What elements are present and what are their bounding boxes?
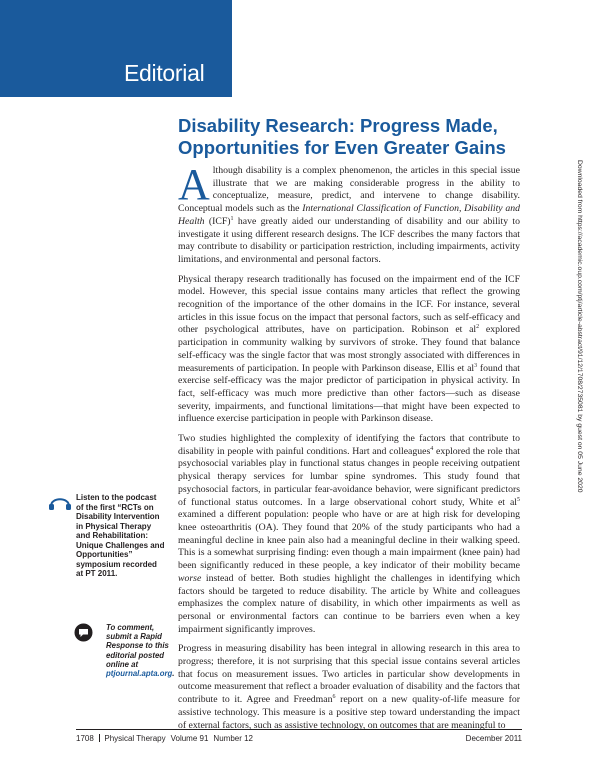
issue-number: Number 12 — [213, 734, 253, 743]
comment-note: To comment, submit a Rapid Response to this editorial posted online at ptjournal.apta.org. — [106, 623, 175, 679]
paragraph-1: Although disability is a complex phenomenon, the articles in this special issue illustrate that we are making considerable progress in the ability to conceptualize, measure, predict, and intervene to change disability. Conceptual models such as the International Classification of Function, Disability and Health (ICF)$^1$ have greatly aided our understanding of disability and our ability to investigate it using different research designs. The ICF describes the many factors that may contribute to disability or participation restriction, including impairments, activity limitations, and environmental and personal factors. — [178, 160, 520, 265]
paragraph-3: Two studies highlighted the complexity of identifying the factors that contribute to disability in people with painful conditions. Hart and colleagues$^4$ explored the role that psychosocial variables play in functional status changes in people receiving outpatient physical therapy services for lumbar spine syndromes. This study found that psychosocial factors, in particular fear-avoidance behavior, were significant predictors of functional status outcomes. In a large observational cohort study, White et $al^5$ examined a different population: people who have or are at high risk for developing knee osteoarthritis (OA). They found that 20% of the study participants who had a meaningful decline in knee pain also had a meaningful decline in their walking speed. This is a somewhat surprising finding: even though a main impairment (knee pain) had been significantly reduced in these people, a key indicator of their mobility became worse instead of better. Both studies highlight the challenges in identifying which factors should be targeted to reduce disability. The article by White and colleagues emphasizes the complex nature of disability, in which other impairments as well as personal or environmental factors can continue to be barriers even when a key impairment significantly improves. — [178, 433, 520, 635]
issue-date: December 2011 — [465, 734, 522, 743]
article-title — [178, 115, 518, 159]
reference-2[interactable]: 2 — [476, 324, 480, 331]
podcast-note[interactable] — [76, 493, 166, 579]
download-note: Downloaded from https://academic.oup.com/ptj/article-abstract/91/12/1708/2735081 by guest on 05 June 2020 — [576, 160, 583, 493]
reference-3[interactable]: 3 — [474, 362, 478, 369]
volume: Volume 91 — [170, 734, 209, 743]
section-label: Editorial — [124, 60, 205, 86]
page-footer — [76, 729, 522, 743]
editorial-banner — [0, 0, 232, 97]
paragraph-4: Progress in measuring disability has been integral in allowing research in this area to progress; therefore, it is not surprising that this special issue contains several articles that focus on measurement issues. Two articles in particular show developments in outcome measurement that reflect a broader evaluation of disability and the factors that contribute to it. Agree and Freedman$^6$ report on a new quality-of-life measure for assistive technology. This measure is a positive step toward understanding the impact of external factors, such as assistive technology, on outcomes that are meaningful to — [178, 643, 521, 731]
emphasis-worse: worse — [178, 572, 202, 584]
page-number: 1708 — [76, 734, 94, 743]
footer-divider — [99, 734, 100, 742]
download-watermark — [578, 160, 588, 615]
title-line-1: Disability Research: Progress Made, — [178, 115, 498, 136]
podcast-text: Listen to the podcast of the first “RCTs on Disability Intervention in Physical Therapy and Rehabilitation: Unique Challenges and Opportunities” symposium recorded at PT 2011. — [76, 493, 165, 578]
drop-cap: A — [178, 160, 210, 209]
headphones-icon — [48, 493, 72, 511]
icf-title: International Classification of Function, Disability and Health — [178, 203, 520, 227]
reference-6[interactable]: 6 — [332, 693, 336, 700]
title-line-2: Opportunities for Even Greater Gains — [178, 137, 506, 158]
reference-4[interactable]: 4 — [430, 445, 434, 452]
article-body — [178, 160, 521, 739]
journal-name: Physical Therapy — [104, 734, 166, 743]
journal-link[interactable]: ptjournal.apta.org — [106, 669, 173, 679]
reference-1[interactable]: 1 — [230, 215, 234, 222]
reference-5[interactable]: 5 — [517, 496, 520, 503]
paragraph-2: Physical therapy research traditionally has focused on the impairment end of the ICF model. However, this special issue contains many articles that reflect the growing recognition of the importance of the other domains in the ICF. For instance, several articles in this issue focus on the impact that personal factors, such as self-efficacy and other psychological attributes, have on participation. Robinson et $al^2$ explored participation in community walking by survivors of stroke. They found that balance self-efficacy was the single factor that was most strongly associated with differences in measurements of participation. In people with Parkinson disease, Ellis et $al^3$ found that exercise self-efficacy was the major predictor of participation in physical activity. In fact, self-efficacy was much more predictive than other factors—such as disease severity, impairments, and functional limitations—that might have been expected to influence exercise participation in people with Parkinson disease. — [178, 273, 520, 425]
comment-bubble-icon — [74, 623, 93, 642]
